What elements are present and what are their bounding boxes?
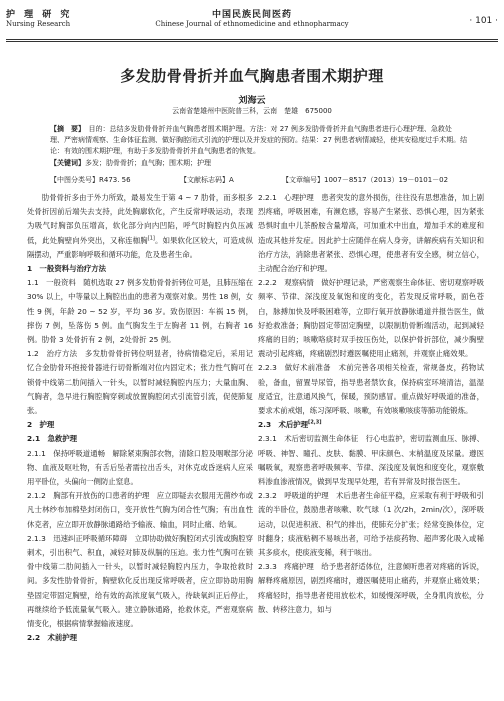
page-number: · 101 · [469,16,498,26]
header-rule-thin [6,41,498,42]
affiliation: 云南省楚雄州中医院普三科，云南 楚雄 675000 [172,107,332,115]
paragraph: 2.2.2 观察病情 做好护理记录，严密观察生命体征、密切观察呼吸频率、节律、深浅度及氧饱和度的变化，若发现反常呼吸，面色苍白，脉搏加快及呼吸困难等，立即行氧开放静脉通道并报告医生，做好抢救准备；胸肋固定带固定胸壁，以限制肋骨断端活动，起到减轻疼痛的目的；咳嗽咯痰时双手按压伤处，以保护骨折部位，减少胸壁震动引起疼痛，疼痛剧烈时遵医嘱使用止痛剂，并观察止痛效果。 [258,278,484,359]
paragraph: 2.1.3 迅速纠正呼吸循环障碍 立即协助做好胸腔闭式引流或胸腔穿刺术，引出积气、积血，减轻对肺及纵膈的压迫。张力性气胸可在锁骨中线第二肋间插入一针头，以暂时减轻胸腔内压力，争取抢救时间。多发性肋骨骨折，胸壁软化反出现反常呼吸者，应立即协助用胸垫固定带固定胸壁，给有效的高浓度氧气吸入，待缺氧纠正后停止，再继续给予低流量氧气吸入。建立静脉通路，抢救休克，严密观察病情变化，根据病情掌握输液速度。 [27,533,253,629]
intro-paragraph: 肋骨骨折多由于外力所致，最易发生于第 4 ~ 7 肋骨，而多根多处骨折因前后端失去支持，此处胸廓软化，产生反常呼吸运动，表现为吸气时胸部负压增高，软化部分向内凹陷，呼气时胸腔内负压减低，此处胸壁向外突出，又称连枷胸[1]。如果软化区较大，可造成纵隔摆动，严重影响呼吸和循环功能，危及患者生命。 [27,193,253,259]
header-rule [6,39,498,40]
subsection-heading: 2.1 急救护理 [27,434,78,444]
section-heading: 1 一般资料与治疗方法 [27,264,107,274]
paragraph: 2.3.1 术后密切监测生命体征 行心电监护，密切监测血压、脉搏、呼吸、神智、瞳孔、皮肤、黏膜、甲床颜色、末梢温度及尿量。遵医嘱吸氧，观察患者呼吸频率、节律、深浅度及氧饱和度变化，观察敷料渗血渗液情况，做到早发现早处理，若有异常及时报告医生。 [258,434,484,487]
document-code: 【文献标志码】A [180,176,234,184]
paragraph: 2.3.3 疼痛护理 给予患者舒适体位，注意倾听患者对疼痛的诉说，解释疼痛原因，剧烈疼痛时，遵医嘱使用止痛药，并观察止痛效果；疼痛轻时，指导患者使用放松术，如缓慢深呼吸，全身肌肉放松，分散、转移注意力，如与 [258,562,484,614]
right-column [258,191,484,617]
clc-number: 【中图分类号】R473. 56 [50,176,131,184]
paragraph: 2.2.3 做好术前准备 术前完善各项相关检查，常规备皮，药物试验，备血，留置导尿管，指导患者禁饮食，保持病室环境清洁，温湿度适宜，注意通风换气，保暖，预防感冒。重点做好呼吸道的准备，要求术前戒烟，练习深呼吸、咳嗽，有效咳嗽咳痰等肺功能锻炼。 [258,363,484,416]
abstract-line: 理、严密病情观察、生命体征监测、做好胸腔闭式引流的护理以及并发症的预防。结果：27 例患者病情减轻，使其安稳度过手术期。结 [50,136,468,144]
article-number: 【文章编号】1007－8517（2013）19－0101－02 [282,176,449,184]
abstract-text: 目的：总结多发肋骨骨折并血气胸患者围术期护理。方法：对 27 例多发肋骨骨折并血气胸患者进行心理护理、急救处 [88,125,452,133]
subsection-heading: 2.2 术前护理 [27,633,78,643]
paragraph: 2.1.1 保持呼吸道通畅 解除紧束胸部衣物，清除口腔及咽喉部分泌物、血液及呕吐物，有舌后坠者需拉出舌头，对休克或昏迷病人应采用平卧位，头偏向一侧防止窒息。 [27,448,253,487]
journal-name-en: Chinese Journal of ethnomedicine and ethnopharmacy [155,20,349,28]
citation: [2,3] [308,419,322,426]
keywords-label: 【关键词】 [50,159,85,167]
section-heading: 2 护理 [27,420,55,430]
paragraph: 2.2.1 心理护理 患者突发的意外损伤，往往没有思想准备，加上剧烈疼痛，呼吸困难，有濒危感，容易产生紧张、恐惧心理，因为紧张恐惧时血中儿茶酚胺含量增高，可加重术中出血，增加手术的难度和造成其他并发症。因此护士应随伴在病人身旁，讲解疾病有关知识和治疗方法，消除患者紧张、恐惧心理，使患者有安全感，树立信心，主动配合治疗和护理。 [258,193,484,274]
paragraph: 1.1 一般资料 随机选取 27 例多发肋骨骨折铐位可是，且肺压缩在 30% 以上，中等量以上胸腔出血的患者为观察对象。男性 18 例，女性 9 例，年龄 20 ~ 52 岁，平均 36 岁。致伤原因：车祸 15 例，摔伤 7 例，坠落伤 5 例。血气胸发生于左胸者 11 例，右胸者 16 例。肋骨 3 处骨折有 2 例，2处骨折 25 例。 [27,278,254,345]
paragraph: 2.1.2 胸部有开放伤的口患者的护理 应立即疑去衣服用无菌纱布或凡士林纱布加棉垫封闭伤口，变开放性气胸为闭合性气胸；有出血性休克者，应立即开放静脉通路给予输液、输血，同时止痛、给氧。 [27,491,253,529]
abstract-label: 【摘 要】 [50,125,82,133]
section-label-en: Nursing Research [6,20,71,28]
abstract-line [50,124,472,135]
section-label: 护 理 研 究 [6,10,73,20]
left-column [27,191,253,646]
journal-name: 中国民族民间医药 [211,10,292,20]
author: 刘海云 [238,96,266,106]
paragraph: 1.2 治疗方法 多发肋骨骨折铐位明显者，待病情稳定后，采用记忆合金肋骨环抱接骨器进行切骨断端对位内固定术；张力性气胸可在锁骨中线第二肋间插入一针头，以暂时减轻胸腔内压力；大量血胸、气胸者，急早进行胸腔胸穿刺或放置胸腔闭式引流管引流，促使肺复张。 [27,349,253,416]
keywords: 多发；肋骨骨折；血气胸；围术期；护理 [85,159,211,167]
subsection-heading: 2.3 术后护理[2,3] [258,419,322,430]
paragraph: 2.3.2 呼吸道的护理 术后患者生命征平稳，应采取有利于呼吸和引流的半卧位，鼓励患者咳嗽、吹气球（1 次/2h，2min/次），深呼吸运动，以促进积液、积气的排出，使肺充分扩张；经常变换体位，定时翻身；痰液粘稠不易咳出者，可给予祛痰药物、超声雾化吸入或稀其多痰水，使痰液变稀，利于咳出。 [258,491,484,558]
running-header [6,7,498,37]
citation: [1] [147,235,155,242]
article-title: 多发肋骨骨折并血气胸患者围术期护理 [120,67,384,85]
abstract-line: 论：有效的围术期护理，有助于多发肋骨骨折并血气胸患者的恢复。 [50,147,260,155]
keywords-line [50,158,472,169]
